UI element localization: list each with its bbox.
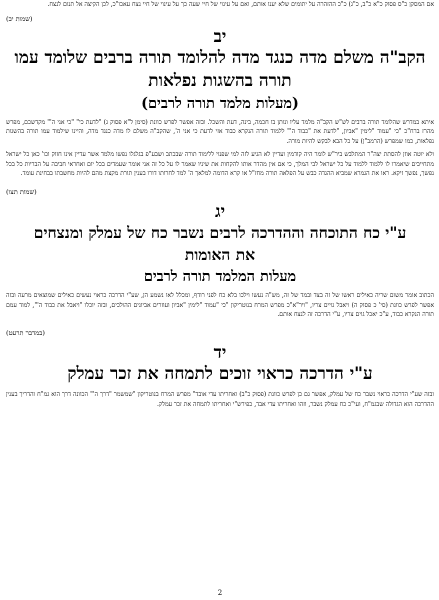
section-paragraph: ובזה שע"י הדרכה כראוי נשבר כח של עמלק, אפשר גם כן לפרש כוונת (פסוק כ"ב) ואחריתו עדי אובד" מפרש המרח בנוטריקון "שמשמר "דרך ה'" הכוונה דרך הוא גמ"ח והדריך בענין ההדרכה הוא הגדולה שבגמ"ח, ועי"כ כח עמלק נשבר, וזהו ואחריתו עדי אבד, כפירש"י ואחריתו לתמחה את זכר עמלק. bbox=[6, 391, 434, 408]
section-title: הקב"ה משלם מדה כנגד מדה להלומד תורה ברבים שלומד עמו bbox=[14, 47, 426, 68]
section-title: ע"י כח התוכחה וההדרכה לרבים נשבר כח של עמלק ומנצחים bbox=[33, 222, 407, 242]
section-title: את האומות bbox=[184, 244, 256, 264]
page-number: 2 bbox=[217, 589, 223, 597]
section-title: ע"י הדרכה כראוי זוכים לתמחה את זכר עמלק bbox=[67, 364, 373, 385]
source-reference: (שמות יב) bbox=[6, 14, 33, 23]
section-title: תורה בהשגות נפלאות bbox=[148, 70, 292, 91]
section-paragraph: ולא יוטה אוזן להסתת יצה"ר המתלבש ביר"ש לומר היה קודמין ועדיין לא הגיע לזה למי שפנוי ללימוד תורה שבכתב ושבע"פ בגלגלו נפשו מלמד אשר עדיין אינו חזוק וכו' כאן כל ישראל מתחייבים שיאמרו לו ללמוד ללמוד על כל ישראל לבי המלך, כי אם אין מהדר אותו להקחות את שיניו שאמר לו על כל זה אני אומר שעמדים בכל יום ואחראי חביבה על הבריות כל בכל נפשך, נפשך זיקא. ראו את הגמרא שמביא ההגדה כבש על הפלאה תורה מחז"ל או קרא הדומה למלאך ה' למד לחרותו דורו בענין תורת מקצת מהם להיות מחשבתו בבחינת עומד. bbox=[6, 150, 434, 178]
section-letter: יד bbox=[213, 343, 227, 364]
source-reference: (שמות תצו) bbox=[6, 187, 37, 196]
section-letter: יג bbox=[214, 201, 226, 222]
intro-paragraph: אם המסקן כ"ס פסוק כ"א כ"ב, כ"ג) כ"כ ההזהרה על יתומים שלא יענו אותם, ואם על עינוי של חיי שעה כך על עינוי של חיי נצח עאכו"כ, לכן הקיצה אל תנום לנצח. bbox=[47, 1, 434, 8]
section-subtitle: מעלות המלמד תורה לרבים bbox=[143, 267, 297, 285]
section-paragraph: הכתוב אומר משום שריה כאילים ראשו של זה בצד ובמד של זה, מש"ה נעשו וילכו בלא כח לפני רודף, ומכלל לאו נשמע הן, שע"י הדרכה כראוי נעשים כאילים שמוצאים מרעה ובזה אפשר לפרש כוונת (סי' כ פסוק ה) ויאבל גויים צריו, "ויר"א"כ מפרש המרח בנוטריקון "כי "עמוד "לימין "אביון ועוזרים אביונים ההולכים, ובזה יוכלו "ויאבל את כבוד ה'", למוד עמם תורה הנקרא כבוד, ע"כ יאכל גוים צריו, ע"י הדרכה זה לנצח אותם. bbox=[6, 291, 434, 319]
section-letter: יב bbox=[213, 26, 227, 47]
section-subtitle: (מעלות מלמד תורה לרבים) bbox=[141, 94, 299, 112]
source-reference: (במדבר תרעט) bbox=[6, 329, 45, 338]
document-page bbox=[6, 0, 434, 600]
section-paragraph: איתא במדרש שהלומד תורה ברבים לש"ש הקב"ה מלמד עליו ונותן בו חכמה, בינה, דעת והשכל. ובזה אפשר לפרש כוונת (סימן ל"א פסוק ג) "לדעת כי" "כי אני ה'" מקדשכם, מפרש מהרז ברח"כ "כי "עמוד "לימין "אביון, "לדעת את "כבוד ה'" ללמוד תורה הנקרא כבוד אזי לדעת כי אני ה', שהקב"ה משלם לו מדה כנגד מדה, והיינו שילמוד עמו תורה בהשגות נפלאות, כמו שמפרש (הרמב"ן) על כל הבא לבקש להיות מורה. bbox=[6, 118, 434, 146]
